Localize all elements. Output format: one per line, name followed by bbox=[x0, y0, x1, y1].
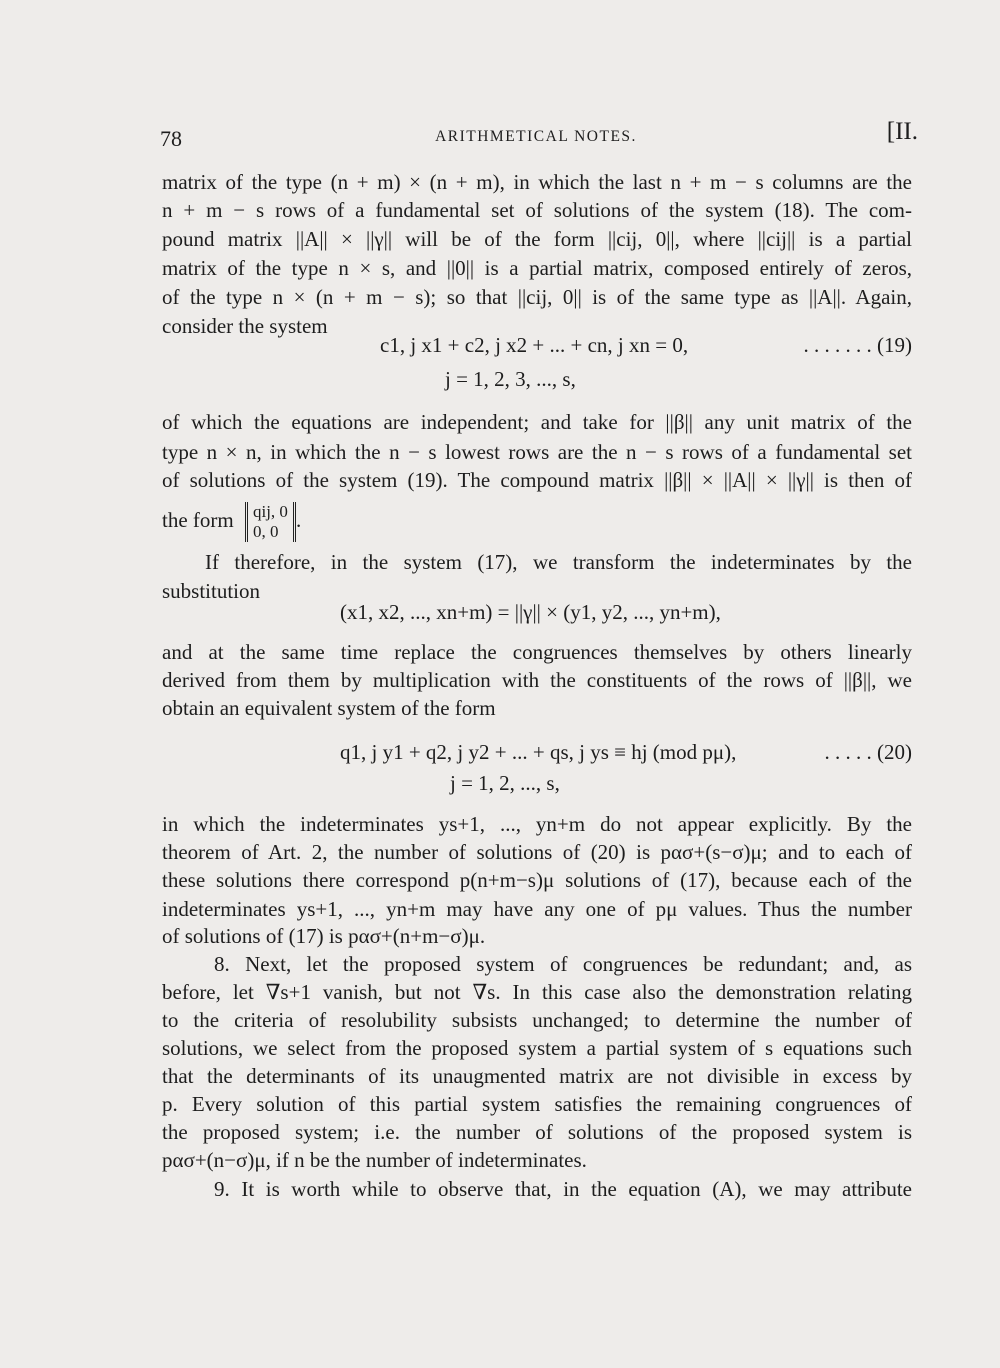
text-line: derived from them by multiplication with the constituents of the rows of ||β||, we bbox=[162, 668, 912, 692]
text-line: before, let ∇s+1 vanish, but not ∇s. In this case also the demonstration relating bbox=[162, 980, 912, 1004]
equation-number-20: . . . . . (20) bbox=[824, 740, 912, 764]
text-line: type n × n, in which the n − s lowest rows are the n − s rows of a fundamental set bbox=[162, 440, 912, 464]
text-line: matrix of the type (n + m) × (n + m), in which the last n + m − s columns are the bbox=[162, 170, 912, 194]
equation-20: q1, j y1 + q2, j y2 + ... + qs, j ys ≡ hj (mod pμ), bbox=[340, 740, 737, 764]
matrix-row: 0, 0 bbox=[252, 522, 279, 542]
text-line: indeterminates ys+1, ..., yn+m may have any one of pμ values. Thus the number bbox=[162, 897, 912, 921]
equation-19-range: j = 1, 2, 3, ..., s, bbox=[445, 367, 576, 391]
text-line: 9. It is worth while to observe that, in the equation (A), we may attribute bbox=[214, 1177, 912, 1201]
text-line: obtain an equivalent system of the form bbox=[162, 696, 496, 720]
text-line: theorem of Art. 2, the number of solutions of (20) is pασ+(s−σ)μ; and to each of bbox=[162, 840, 912, 864]
text-line: of solutions of the system (19). The compound matrix ||β|| × ||A|| × ||γ|| is then of bbox=[162, 468, 912, 492]
text-line: the proposed system; i.e. the number of solutions of the proposed system is bbox=[162, 1120, 912, 1144]
equation-number-19: . . . . . . . (19) bbox=[803, 333, 912, 357]
text-line: of the type n × (n + m − s); so that ||cij, 0|| is of the same type as ||A||. Again, bbox=[162, 285, 912, 309]
text-line: that the determinants of its unaugmented matrix are not divisible in excess by bbox=[162, 1064, 912, 1088]
block-matrix bbox=[245, 502, 296, 542]
section-mark: [II. bbox=[886, 118, 918, 145]
page-number: 78 bbox=[160, 126, 182, 151]
text-line: 8. Next, let the proposed system of congruences be redundant; and, as bbox=[214, 952, 912, 976]
text-line: to the criteria of resolubility subsists unchanged; to determine the number of bbox=[162, 1008, 912, 1032]
text-line: p. Every solution of this partial system satisfies the remaining congruences of bbox=[162, 1092, 912, 1116]
page-header bbox=[160, 118, 918, 158]
equation-20-range: j = 1, 2, ..., s, bbox=[450, 771, 560, 795]
substitution-equation: (x1, x2, ..., xn+m) = ||γ|| × (y1, y2, ..., yn+m), bbox=[340, 600, 721, 624]
matrix-prefix: the form bbox=[162, 508, 234, 532]
text-line: pound matrix ||A|| × ||γ|| will be of the form ||cij, 0||, where ||cij|| is a partial bbox=[162, 227, 912, 251]
text-line: these solutions there correspond p(n+m−s)μ solutions of (17), because each of the bbox=[162, 868, 912, 892]
matrix-row: qij, 0 bbox=[252, 502, 288, 522]
equation-19: c1, j x1 + c2, j x2 + ... + cn, j xn = 0, bbox=[380, 333, 689, 357]
running-title: ARITHMETICAL NOTES. bbox=[435, 128, 637, 145]
text-line: n + m − s rows of a fundamental set of solutions of the system (18). The com- bbox=[162, 198, 912, 222]
text-line: If therefore, in the system (17), we transform the indeterminates by the bbox=[205, 550, 912, 574]
matrix-line bbox=[162, 498, 912, 542]
text-line: consider the system bbox=[162, 314, 328, 338]
text-line: matrix of the type n × s, and ||0|| is a partial matrix, composed entirely of zeros, bbox=[162, 256, 912, 280]
text-line: of solutions of (17) is pασ+(n+m−σ)μ. bbox=[162, 924, 486, 948]
text-line: and at the same time replace the congruences themselves by others linearly bbox=[162, 640, 912, 664]
text-line: solutions, we select from the proposed system a partial system of s equations such bbox=[162, 1036, 912, 1060]
text-line: in which the indeterminates ys+1, ..., yn+m do not appear explicitly. By the bbox=[162, 812, 912, 836]
matrix-suffix: . bbox=[295, 508, 302, 532]
text-line: substitution bbox=[162, 579, 261, 603]
text-line: pασ+(n−σ)μ, if n be the number of indeterminates. bbox=[162, 1148, 587, 1172]
text-line: of which the equations are independent; and take for ||β|| any unit matrix of the bbox=[162, 410, 912, 434]
